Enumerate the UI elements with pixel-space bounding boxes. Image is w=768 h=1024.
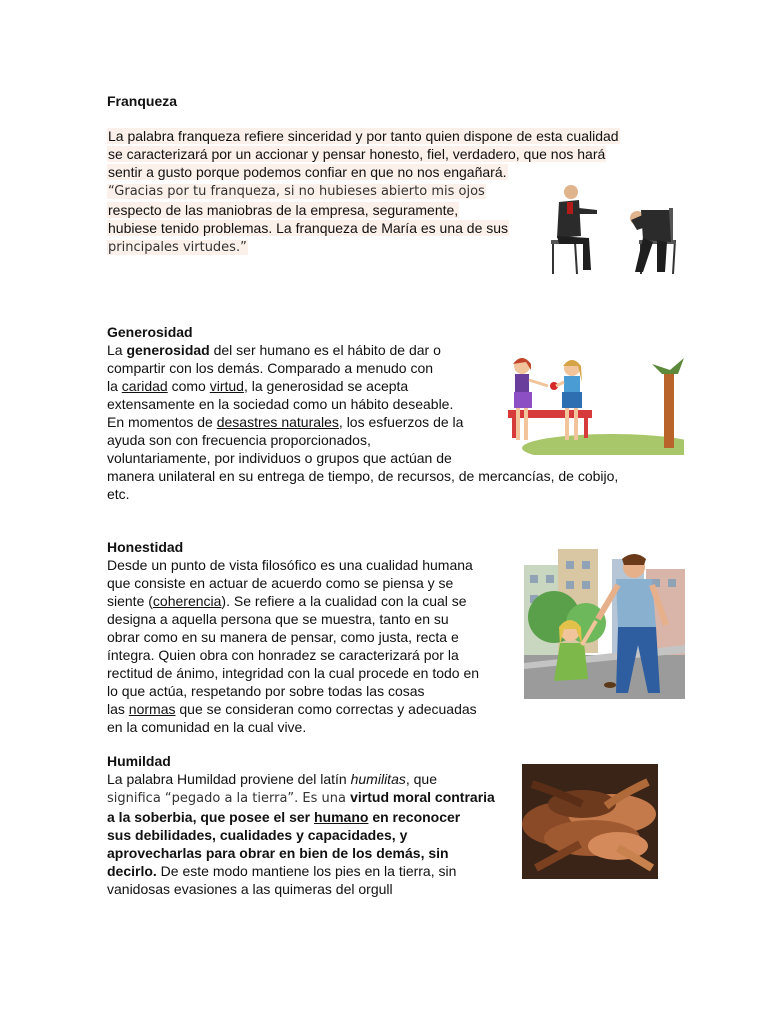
coherencia-link[interactable]: coherencia: [152, 593, 222, 609]
text-line: La generosidad del ser humano es el hábito de dar o: [107, 342, 441, 358]
caridad-link[interactable]: caridad: [121, 378, 168, 394]
text-line: siente (coherencia). Se refiere a la cualidad con la cual se: [107, 593, 467, 609]
text-line: en la comunidad en la cual vive.: [107, 719, 307, 735]
normas-link[interactable]: normas: [128, 701, 176, 717]
humano-link[interactable]: humano: [313, 809, 369, 825]
text-line: las normas que se consideran como correctas y adecuadas: [107, 701, 477, 717]
text-line: ayuda son con frecuencia proporcionados,: [107, 432, 371, 448]
text-line: que consiste en actuar de acuerdo como se piensa y se: [107, 575, 454, 591]
text-line: aprovecharlas para obrar en bien de los demás, sin: [107, 845, 449, 861]
desastres-naturales-link[interactable]: desastres naturales: [216, 414, 339, 430]
franqueza-paragraph: [107, 127, 620, 257]
scolding-men-illustration: [545, 180, 685, 278]
text-line: se caracterizará por un accionar y pensar honesto, fiel, verdadero, que nos hará: [108, 146, 606, 162]
text-line: sus debilidades, cualidades y capacidades, y: [107, 827, 408, 843]
text-line: manera unilateral en su entrega de tiempo, de recursos, de mercancías, de cobijo,: [107, 468, 619, 484]
franqueza-title: Franqueza: [107, 93, 178, 109]
quote-line: respecto de las maniobras de la empresa, seguramente,: [108, 202, 459, 218]
humildad-title: Humildad: [107, 753, 171, 769]
generosidad-title: Generosidad: [107, 324, 193, 340]
text-line: sentir a gusto porque podemos confiar en que no nos engañará.: [108, 164, 507, 180]
humildad-paragraph: [107, 770, 495, 898]
text-line: rectitud de ánimo, integridad con la cual procede en todo en: [107, 665, 480, 681]
man-helping-girl-illustration: [524, 545, 685, 699]
text-line: Desde un punto de vista filosófico es una cualidad humana: [107, 557, 473, 573]
text-line: voluntariamente, por individuos o grupos que actúan de: [107, 450, 452, 466]
text-line: lo que actúa, respetando por sobre todas las cosas: [107, 683, 425, 699]
virtud-link[interactable]: virtud: [209, 378, 244, 394]
text-line: extensamente en la sociedad como un hábito deseable.: [107, 396, 454, 412]
text-line: íntegra. Quien obra con honradez se caracterizará por la: [107, 647, 459, 663]
honestidad-title: Honestidad: [107, 539, 184, 555]
text-line: etc.: [107, 486, 130, 502]
text-line: la caridad como virtud, la generosidad se acepta: [107, 378, 409, 394]
text-line: vanidosas evasiones a las quimeras del orgull: [107, 881, 393, 897]
quote-line: hubiese tenido problemas. La franqueza de María es una de sus: [108, 220, 509, 236]
honestidad-paragraph: [107, 556, 479, 736]
text-line: La palabra franqueza refiere sinceridad y por tanto quien dispone de esta cualidad: [108, 128, 619, 144]
text-line: En momentos de desastres naturales, los esfuerzos de la: [107, 414, 464, 430]
children-sharing-illustration: [502, 352, 684, 455]
text-line: obrar como en su manera de pensar, como justa, recta e: [107, 629, 459, 645]
quote-line: “Gracias por tu franqueza, si no hubieses abierto mis ojos: [108, 184, 485, 199]
text-line: compartir con los demás. Comparado a menudo con: [107, 360, 434, 376]
text-line: a la soberbia, que posee el ser humano en reconocer: [107, 809, 461, 825]
text-line: decirlo. De este modo mantiene los pies en la tierra, sin: [107, 863, 457, 879]
text-line: significa “pegado a la tierra”. Es una virtud moral contraria: [107, 789, 495, 806]
quote-line: principales virtudes.”: [108, 240, 247, 255]
text-line: designa a aquella persona que se muestra, tanto en su: [107, 611, 449, 627]
joined-hands-photo: [522, 764, 658, 879]
text-line: La palabra Humildad proviene del latín humilitas, que: [107, 771, 437, 787]
